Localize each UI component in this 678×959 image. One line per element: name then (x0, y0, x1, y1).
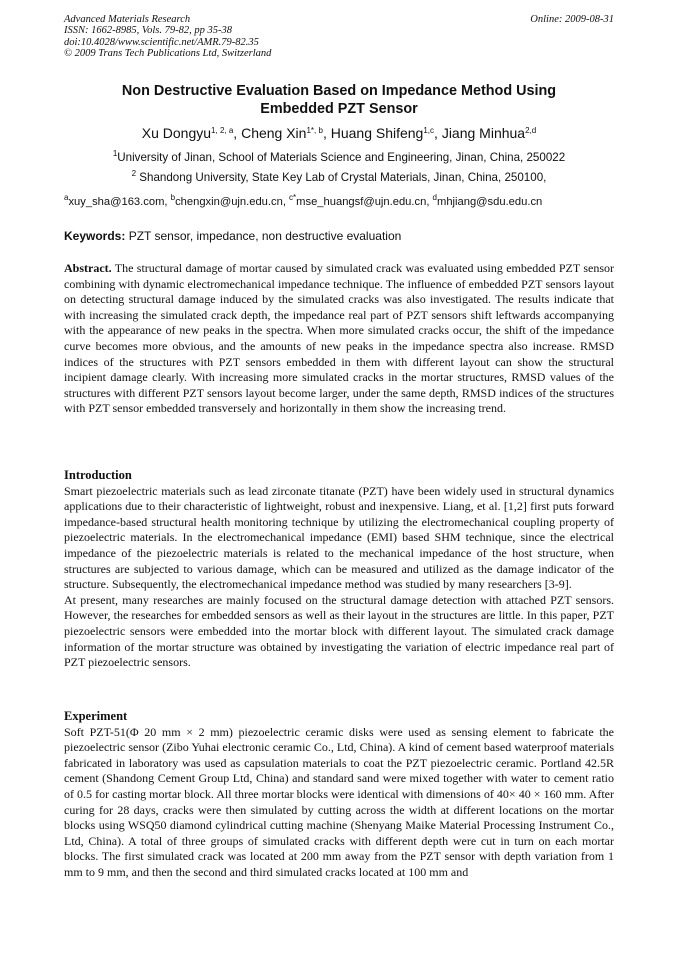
paragraph: Smart piezoelectric materials such as lead zirconate titanate (PZT) have been widely used in structural dynamics applications due to their characteristic of lightweight, robust and inexpensive. Liang, et al. [1,2] first puts forward impedance-based structural health monitoring technique by utilizing the electromechanical coupling property of piezoelectric materials. In the electromechanical impedance (EMI) based SHM technique, since the electrical impedance of the piezoelectric materials is related to the mechanical impedance of the host structure, when structures are subjected to various damage, which can be measured and utilized as the damage indicator of the structure. Subsequently, the electromechanical impedance method was studied by many researchers [3-9]. (64, 483, 614, 592)
affiliation-2: $^2$ Shandong University, State Key Lab of Crystal Materials, Jinan, China, 250100, (131, 169, 547, 184)
doi-line: doi:10.4028/www.scientific.net/AMR.79-82.35 (64, 36, 259, 48)
affiliation-1: $^1$University of Jinan, School of Materials Science and Engineering, Jinan, China, 250022 (112, 149, 566, 164)
abstract-text: The structural damage of mortar caused by simulated crack was evaluated using embedded PZT sensor combining with dynamic electromechanical impedance technique. The influence of embedded PZT sensors layout on detecting structural damage induced by the simulated cracks was also investigated. The results indicate that with increasing the simulated crack depth, the impedance real part of PZT sensors shift leftwards accompanying with the appearance of new peaks in the spectra. When more simulated cracks occur, the shift of the impedance curve becomes more obvious, and the amounts of new peaks in the impedance spectra also increase. RMSD indices of the structures with PZT sensors embedded in them with different layout can show the structural incipient damage clearly. With increasing more simulated cracks in the mortar structures, RMSD values of the structures with different PZT sensors layout become larger, under the same depth, RMSD indices of the structures with PZT sensor embedded transversely and horizontally in them show the increasing trend. (64, 261, 614, 416)
copyright-line: © 2009 Trans Tech Publications Ltd, Switzerland (64, 48, 272, 60)
experiment-section (64, 709, 614, 881)
author-sup: 2,d (525, 126, 537, 135)
paragraph: At present, many researches are mainly focused on the structural damage detection with attached PZT sensors. However, the researches for embedded sensors as well as their layout in the structures are little. In this paper, PZT piezoelectric sensors were embedded into the mortar block with different layout. The simulated crack damage information of the mortar structure was obtained by investigating the variation of electric impedance real part of PZT piezoelectric sensors. (64, 592, 614, 670)
email: mhjiang@sdu.edu.cn (437, 196, 543, 208)
abstract-label: Abstract. (64, 261, 112, 275)
issn-line: ISSN: 1662-8985, Vols. 79-82, pp 35-38 (64, 25, 232, 37)
section-heading: Experiment (64, 709, 128, 723)
title-line-1: Non Destructive Evaluation Based on Impedance Method Using (121, 83, 557, 99)
title-line-2: Embedded PZT Sensor (260, 101, 418, 117)
author-list: Xu Dongyu$^{1, 2, a}$, Cheng Xin$^{1*, b}$, Huang Shifeng$^{1,c}$, Jiang Minhua$^{2,d}$ (141, 125, 537, 141)
author: Cheng Xin (241, 125, 307, 141)
keywords-label: Keywords: (64, 229, 126, 243)
email: mse_huangsf@ujn.edu.cn, (296, 196, 433, 208)
email: xuy_sha@163.com, (68, 196, 171, 208)
author-emails: $^a$xuy_sha@163.com, $^b$chengxin@ujn.edu.cn, $^{c*}$mse_huangsf@ujn.edu.cn, $^d$mhjiang@sdu.edu.cn (64, 193, 543, 208)
paper-title (60, 82, 618, 118)
author-sup: 1*, b (306, 126, 323, 135)
author-sup: 1,c (423, 126, 435, 135)
section-heading: Introduction (64, 468, 132, 482)
author: Xu Dongyu (141, 125, 212, 141)
keywords-text: PZT sensor, impedance, non destructive evaluation (125, 229, 402, 243)
abstract (64, 261, 614, 417)
introduction-section (64, 468, 614, 671)
author: Jiang Minhua (441, 125, 526, 141)
journal-name: Advanced Materials Research (64, 14, 191, 25)
author-sup: 1, 2, a (211, 126, 234, 135)
running-header (64, 14, 614, 60)
online-date: Online: 2009-08-31 (530, 14, 614, 25)
paragraph: Soft PZT-51(Φ 20 mm × 2 mm) piezoelectric ceramic disks were used as sensing element to fabricate the piezoelectric sensor (Zibo Yuhai electronic ceramic Co., Ltd, China). A kind of cement based waterproof materials fabricated in laboratory was used as capsulation materials to coat the PZT piezoelectric ceramic. Portland 42.5R cement (Shandong Cement Group Ltd, China) and standard sand were mixed together with water to cement ratio of 0.5 for casting mortar block. All three mortar blocks were identical with dimensions of 40× 40 × 160 mm. After curing for 28 days, cracks were then simulated by cutting across the width at different locations on the mortar blocks using WSQ50 diamond cylindrical cutting machine (Shenyang Maike Material Processing Instrument Co., Ltd, China). A total of three groups of simulated cracks with different depth were cut in turn on each mortar blocks. The first simulated crack was located at 200 mm away from the PZT sensor with depth variation from 1 mm to 9 mm, and then the second and third simulated cracks located at 100 mm and (64, 724, 614, 879)
author: Huang Shifeng (330, 125, 424, 141)
keywords (64, 229, 614, 244)
email: chengxin@ujn.edu.cn, (175, 196, 290, 208)
